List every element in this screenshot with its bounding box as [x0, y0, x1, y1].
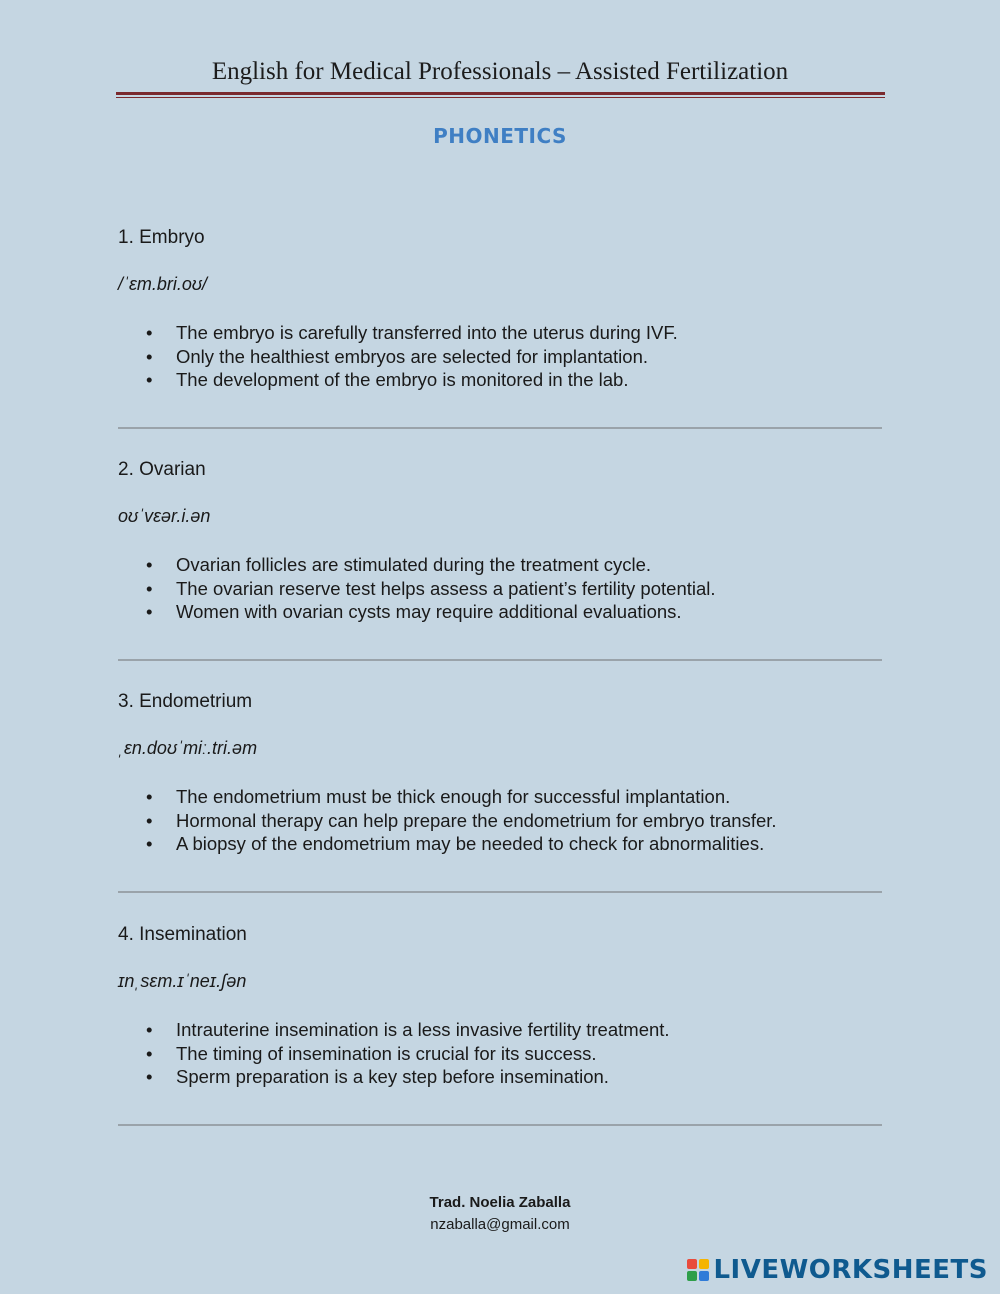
term-heading: 1. Embryo: [118, 227, 205, 248]
header-rule: [116, 92, 885, 95]
bullet-icon: •: [146, 554, 153, 575]
example-text: The timing of insemination is crucial for its success.: [176, 1042, 597, 1064]
example-list: [118, 785, 882, 856]
liveworksheets-icon: [687, 1259, 709, 1281]
example-text: The embryo is carefully transferred into the uterus during IVF.: [176, 322, 678, 343]
footer-email: nzaballa@gmail.com: [430, 1216, 570, 1233]
brand-name: LIVEWORKSHEETS: [713, 1255, 988, 1285]
example-text: Intrauterine insemination is a less invasive fertility treatment.: [176, 1019, 670, 1040]
example-item: [118, 553, 882, 577]
example-item: [118, 321, 882, 345]
example-text: The ovarian reserve test helps assess a patient’s fertility potential.: [176, 577, 716, 599]
example-item: [118, 368, 882, 392]
bullet-icon: •: [146, 369, 153, 390]
example-text: A biopsy of the endometrium may be needed to check for abnormalities.: [176, 833, 765, 854]
bullet-icon: •: [146, 833, 153, 854]
term-heading: 2. Ovarian: [118, 459, 206, 480]
example-text: The endometrium must be thick enough for successful implantation.: [176, 786, 731, 807]
example-list: [118, 1018, 882, 1089]
header-title: English for Medical Professionals – Assisted Fertilization: [211, 58, 789, 85]
term-heading: 4. Insemination: [118, 924, 247, 945]
bullet-icon: •: [146, 809, 153, 831]
section-divider: [118, 427, 882, 429]
bullet-icon: •: [146, 1019, 153, 1040]
term-phonetic: ɪnˌsɛm.ɪˈneɪ.ʃən: [118, 971, 247, 991]
bullet-icon: •: [146, 786, 153, 807]
example-list: [118, 321, 882, 392]
term-section-ovarian: [118, 458, 882, 624]
page-heading: PHONETICS: [433, 124, 567, 148]
bullet-icon: •: [146, 601, 153, 622]
example-text: Sperm preparation is a key step before insemination.: [176, 1066, 609, 1087]
example-text: Women with ovarian cysts may require additional evaluations.: [176, 601, 682, 622]
example-text: Ovarian follicles are stimulated during the treatment cycle.: [176, 554, 652, 575]
example-item: [118, 345, 882, 369]
term-section-endometrium: [118, 690, 882, 856]
term-section-embryo: [118, 226, 882, 392]
liveworksheets-logo[interactable]: [687, 1255, 988, 1285]
bullet-icon: •: [146, 1066, 153, 1087]
logo-tile: [687, 1271, 697, 1281]
term-heading: 3. Endometrium: [118, 691, 253, 712]
example-item: [118, 785, 882, 809]
example-item: [118, 1018, 882, 1042]
footer-author: Trad. Noelia Zaballa: [429, 1194, 571, 1211]
example-item: [118, 600, 882, 624]
logo-tile: [699, 1271, 709, 1281]
term-phonetic: /ˈɛm.bri.oʊ/: [118, 274, 208, 294]
logo-tile: [699, 1259, 709, 1269]
example-item: [118, 832, 882, 856]
example-item: [118, 1065, 882, 1089]
example-list: [118, 553, 882, 624]
bullet-icon: •: [146, 577, 153, 599]
example-item: [118, 577, 882, 601]
section-divider: [118, 659, 882, 661]
example-item: [118, 809, 882, 833]
bullet-icon: •: [146, 322, 153, 343]
logo-tile: [687, 1259, 697, 1269]
example-item: [118, 1042, 882, 1066]
example-text: Only the healthiest embryos are selected for implantation.: [176, 345, 648, 367]
example-text: The development of the embryo is monitored in the lab.: [176, 369, 629, 390]
header-rule-thin: [116, 97, 885, 98]
example-text: Hormonal therapy can help prepare the endometrium for embryo transfer.: [176, 809, 777, 831]
bullet-icon: •: [146, 345, 153, 367]
bullet-icon: •: [146, 1042, 153, 1064]
section-divider: [118, 1124, 882, 1126]
term-phonetic: ˌɛn.doʊˈmiː.tri.əm: [118, 738, 258, 758]
term-phonetic: oʊˈvɛər.i.ən: [118, 506, 211, 526]
term-section-insemination: [118, 923, 882, 1089]
section-divider: [118, 891, 882, 893]
